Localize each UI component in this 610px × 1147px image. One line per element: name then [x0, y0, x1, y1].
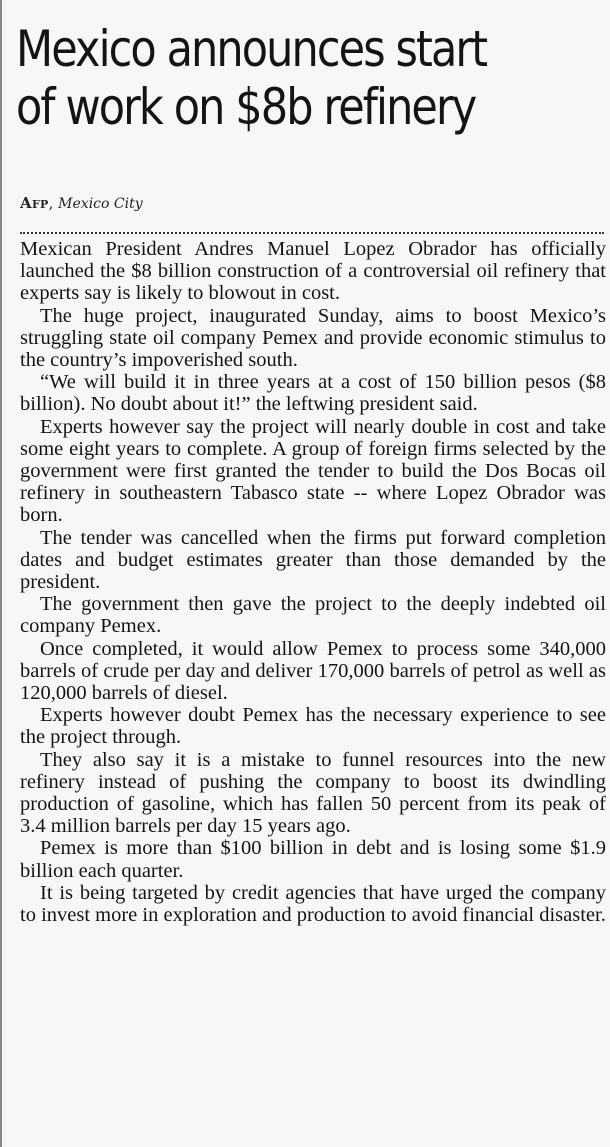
- paragraph: Mexican President Andres Manuel Lopez Obrador has officially launched the $8 billion construction of a controversial oil refinery that experts say is likely to blowout in cost.: [20, 238, 606, 305]
- paragraph: They also say it is a mistake to funnel resources into the new refinery instead of pushing the company to boost its dwindling production of gasoline, which has fallen 50 percent from its peak of 3.4 million barrels per day 15 years ago.: [20, 748, 606, 838]
- paragraph: It is being targeted by credit agencies that have urged the company to invest more in exploration and production to avoid financial disaster.: [20, 881, 606, 927]
- byline-agency: Afp: [20, 194, 49, 212]
- paragraph: “We will build it in three years at a cost of 150 billion pesos ($8 billion). No doubt about it!” the leftwing president said.: [20, 371, 606, 416]
- dotted-divider: [20, 232, 604, 234]
- paragraph: Pemex is more than $100 billion in debt and is losing some $1.9 billion each quarter.: [20, 837, 606, 882]
- byline-location: Mexico City: [58, 196, 143, 212]
- headline-line-2: of work on $8b refinery: [16, 78, 476, 136]
- paragraph: Once completed, it would allow Pemex to process some 340,000 barrels of crude per day and deliver 170,000 barrels of petrol as well as 120,000 barrels of diesel.: [20, 637, 606, 705]
- paragraph: The huge project, inaugurated Sunday, aims to boost Mexico’s struggling state oil company Pemex and provide economic stimulus to the country’s impoverished south.: [20, 304, 606, 372]
- article-body: [20, 238, 606, 926]
- headline: [16, 20, 601, 136]
- paragraph: The government then gave the project to the deeply indebted oil company Pemex.: [20, 593, 606, 638]
- byline: [20, 194, 143, 212]
- headline-line-1: Mexico announces start: [16, 20, 487, 78]
- paragraph: Experts however say the project will nearly double in cost and take some eight years to complete. A group of foreign firms selected by the government were first granted the tender to build the Dos Bocas oil refinery in southeastern Tabasco state -- where Lopez Obrador was born.: [20, 415, 606, 527]
- paragraph: The tender was cancelled when the firms put forward completion dates and budget estimates greater than those demanded by the president.: [20, 526, 606, 594]
- paragraph: Experts however doubt Pemex has the necessary experience to see the project through.: [20, 704, 606, 749]
- byline-separator: ,: [48, 194, 59, 212]
